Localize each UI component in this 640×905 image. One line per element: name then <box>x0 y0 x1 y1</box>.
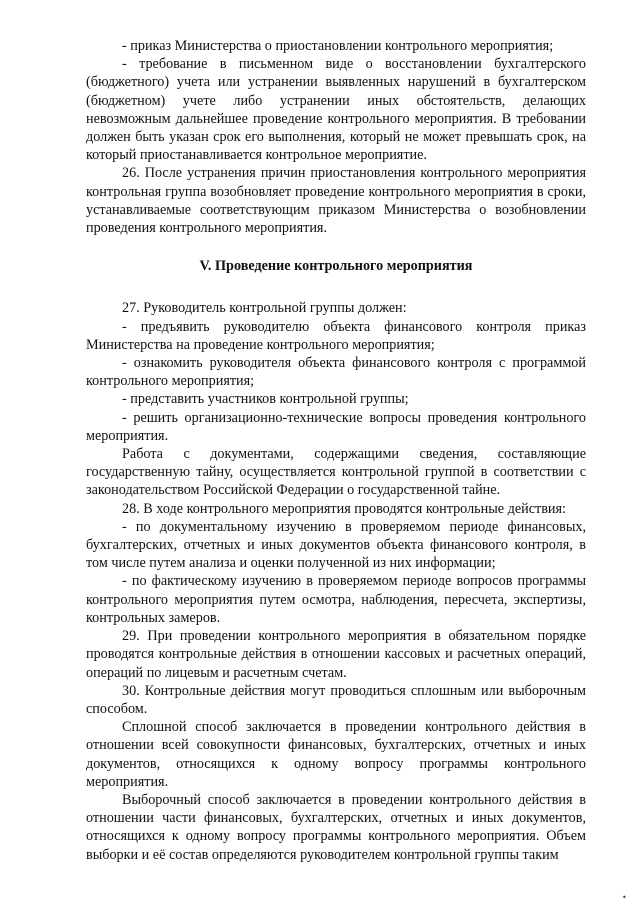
paragraph: - по документальному изучению в проверяемом периоде финансовых, бухгалтерских, отчетных и иных документов объекта финансового контроля, в том числе путем анализа и оценки полученной из них информации; <box>86 518 586 572</box>
scan-speck: • <box>622 893 627 902</box>
paragraph: Работа с документами, содержащими сведения, составляющие государственную тайну, осуществляется контрольной группой в соответствии с законодательством Российской Федерации о государственной тайне. <box>86 446 586 499</box>
paragraph: - требование в письменном виде о восстановлении бухгалтерского (бюджетного) учета или устранении выявленных нарушений в бухгалтерском (бюджетном) учете либо устранении иных обстоятельств, делающих невозможным дальнейшее проведение контрольного мероприятия. В требовании должен быть указан срок его выполнения, который не может превышать срок, на который приостанавливается контрольное мероприятие. <box>86 56 586 164</box>
paragraph: - предъявить руководителю объекта финансового контроля приказ Министерства на проведение контрольного мероприятия; <box>86 318 586 353</box>
document-page <box>86 37 586 864</box>
paragraph: 30. Контрольные действия могут проводиться сплошным или выборочным способом. <box>86 682 586 717</box>
paragraph: 27. Руководитель контрольной группы должен: <box>122 300 407 317</box>
paragraph: - решить организационно-технические вопросы проведения контрольного мероприятия. <box>86 409 586 444</box>
section-heading: V. Проведение контрольного мероприятия <box>199 258 473 275</box>
paragraph: - приказ Министерства о приостановлении контрольного мероприятия; <box>122 38 554 54</box>
paragraph: 26. После устранения причин приостановления контрольного мероприятия контрольная группа возобновляет проведение контрольного мероприятия в сроки, устанавливаемые соответствующим приказом Министерства о возобновлении проведения контрольного мероприятия. <box>86 165 586 237</box>
paragraph: - ознакомить руководителя объекта финансового контроля с программой контрольного мероприятия; <box>86 355 586 390</box>
paragraph: - представить участников контрольной группы; <box>122 391 409 408</box>
paragraph: Сплошной способ заключается в проведении контрольного действия в отношении всей совокупности финансовых, бухгалтерских, отчетных и иных документов, относящихся к одному вопросу программы контрольного мероприятия. <box>86 719 586 790</box>
paragraph: 28. В ходе контрольного мероприятия проводятся контрольные действия: <box>122 500 566 517</box>
paragraph: - по фактическому изучению в проверяемом периоде вопросов программы контрольного мероприятия путем осмотра, наблюдения, пересчета, экспертизы, контрольных замеров. <box>86 573 586 626</box>
paragraph: 29. При проведении контрольного мероприятия в обязательном порядке проводятся контрольные действия в отношении кассовых и расчетных операций, операций по лицевым и расчетным счетам. <box>86 628 586 681</box>
paragraph: Выборочный способ заключается в проведении контрольного действия в отношении части финансовых, бухгалтерских, отчетных и иных документов, относящихся к одному вопросу программы контрольного мероприятия. Объем выборки и её состав определяются руководителем контрольной группы таким <box>86 791 586 863</box>
